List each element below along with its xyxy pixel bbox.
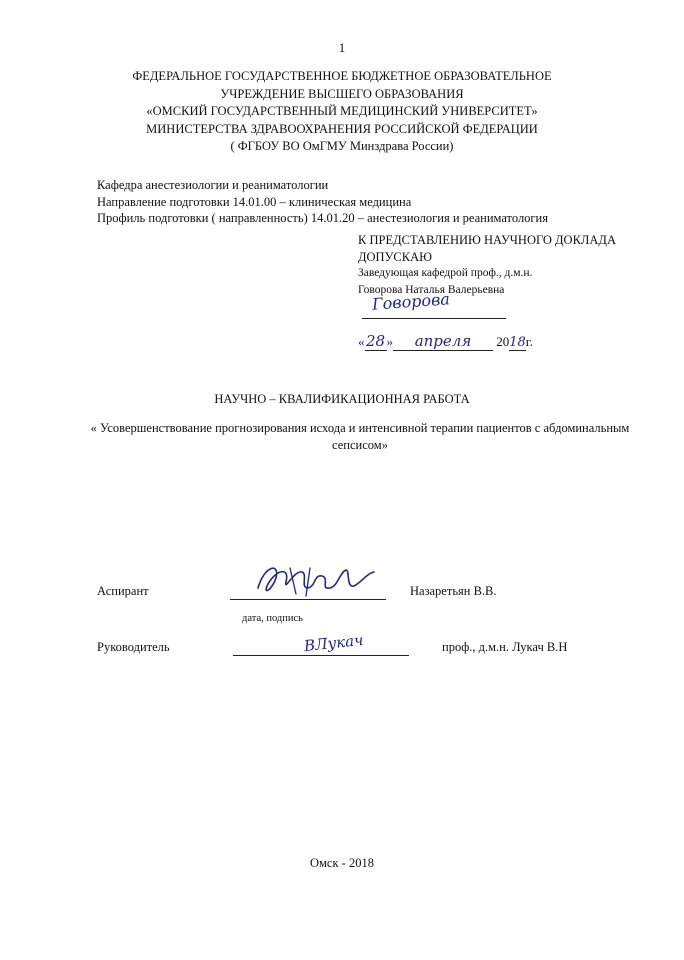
institution-header (0, 68, 684, 156)
approval-block (358, 232, 616, 298)
postgrad-name: Назаретьян В.В. (410, 584, 497, 598)
approver-signature-line (362, 318, 506, 319)
date-year-unit: г. (525, 334, 533, 349)
approver-signature: Говорова (371, 289, 451, 314)
date-year-suffix: 18 (509, 335, 526, 350)
header-line-5: ( ФГБОУ ВО ОмГМУ Минздрава России) (230, 139, 454, 153)
approval-heading: К ПРЕДСТАВЛЕНИЮ НАУЧНОГО ДОКЛАДА (358, 233, 616, 247)
approver-name: Говорова Наталья Валерьевна (358, 283, 505, 296)
training-direction: Направление подготовки 14.01.00 – клиническая медицина (97, 194, 412, 209)
supervisor-signature: ВЛукач (303, 630, 365, 656)
approval-date (358, 332, 533, 354)
department-info (97, 177, 548, 227)
date-month: апреля (393, 332, 493, 351)
date-sign-note: дата, подпись (242, 613, 303, 624)
date-close-quote: » (386, 334, 393, 349)
department-chair: Кафедра анестезиологии и реаниматологии (97, 178, 329, 192)
supervisor-label: Руководитель (97, 640, 170, 654)
header-line-3: «ОМСКИЙ ГОСУДАРСТВЕННЫЙ МЕДИЦИНСКИЙ УНИВЕРСИТЕТ» (146, 104, 538, 118)
postgrad-label: Аспирант (97, 584, 149, 598)
page-number: 1 (338, 40, 346, 55)
supervisor-name: проф., д.м.н. Лукач В.Н (442, 640, 568, 654)
date-day: 28 (365, 332, 386, 350)
date-open-quote: « (358, 334, 365, 349)
city-year: Омск - 2018 (310, 856, 374, 870)
training-profile: Профиль подготовки ( направленность) 14.01.20 – анестезиология и реаниматология (97, 211, 548, 225)
supervisor-signature-line (233, 655, 409, 656)
approver-position: Заведующая кафедрой проф., д.м.н. (358, 267, 533, 279)
approval-permit: ДОПУСКАЮ (358, 249, 432, 264)
date-year-prefix: 20 (496, 334, 510, 349)
header-line-2: УЧРЕЖДЕНИЕ ВЫСШЕГО ОБРАЗОВАНИЯ (220, 86, 464, 101)
work-type-title: НАУЧНО – КВАЛИФИКАЦИОННАЯ РАБОТА (214, 392, 470, 406)
work-topic: « Усовершенствование прогнозирования исхода и интенсивной терапии пациентов с абдоминальным сепсисом» (90, 421, 630, 452)
header-line-4: МИНИСТЕРСТВА ЗДРАВООХРАНЕНИЯ РОССИЙСКОЙ ФЕДЕРАЦИИ (146, 121, 538, 136)
header-line-1: ФЕДЕРАЛЬНОЕ ГОСУДАРСТВЕННОЕ БЮДЖЕТНОЕ ОБРАЗОВАТЕЛЬНОЕ (132, 69, 552, 83)
postgrad-signature (250, 558, 380, 602)
